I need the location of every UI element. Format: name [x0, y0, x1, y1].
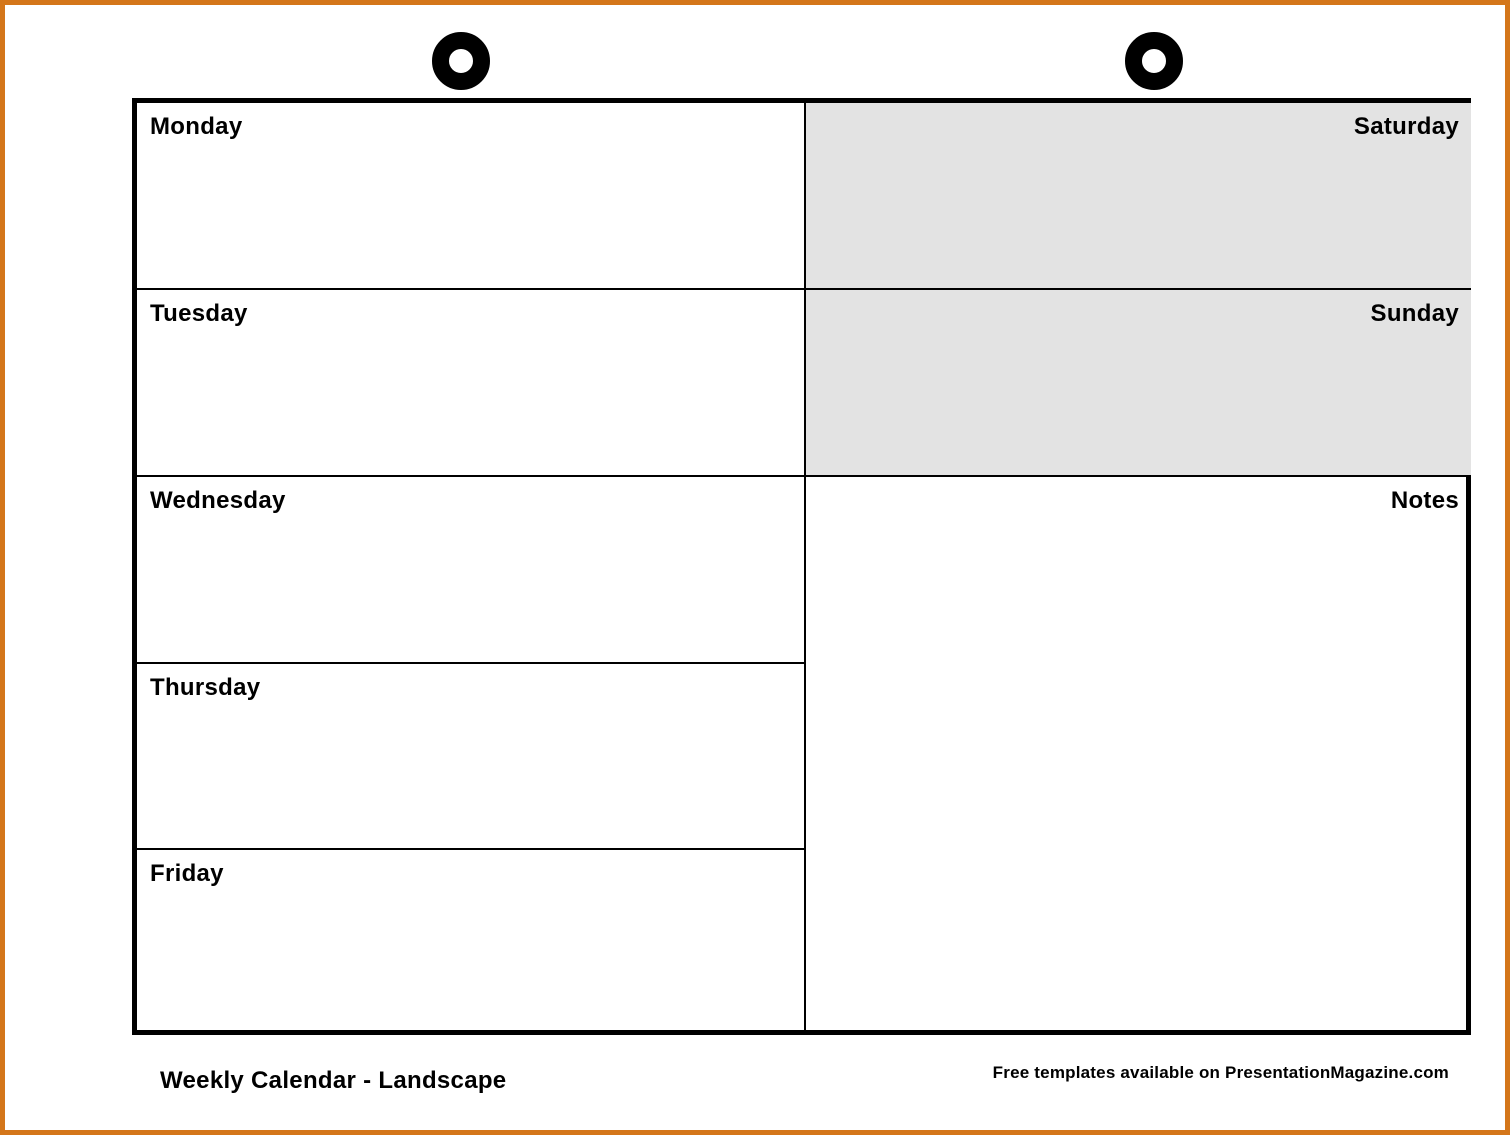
cell-wednesday[interactable] [137, 477, 804, 664]
cell-saturday[interactable] [804, 103, 1471, 290]
cell-friday[interactable] [137, 850, 804, 1030]
binder-ring-right [1125, 32, 1183, 90]
footer-credit: Free templates available on PresentationMagazine.com [992, 1063, 1449, 1082]
day-label-monday: Monday [150, 113, 243, 140]
cell-monday[interactable] [137, 103, 804, 290]
cell-notes[interactable] [804, 477, 1471, 1030]
notes-label: Notes [1390, 487, 1459, 514]
footer-title: Weekly Calendar - Landscape [160, 1067, 507, 1094]
cell-sunday[interactable] [804, 290, 1471, 477]
day-label-sunday: Sunday [1370, 300, 1459, 327]
cell-thursday[interactable] [137, 664, 804, 850]
cell-tuesday[interactable] [137, 290, 804, 477]
weekly-calendar-grid [132, 98, 1471, 1035]
day-label-friday: Friday [150, 860, 224, 887]
day-label-saturday: Saturday [1353, 113, 1459, 140]
day-label-tuesday: Tuesday [150, 300, 248, 327]
binder-ring-left [432, 32, 490, 90]
day-label-thursday: Thursday [150, 674, 261, 701]
day-label-wednesday: Wednesday [150, 487, 286, 514]
